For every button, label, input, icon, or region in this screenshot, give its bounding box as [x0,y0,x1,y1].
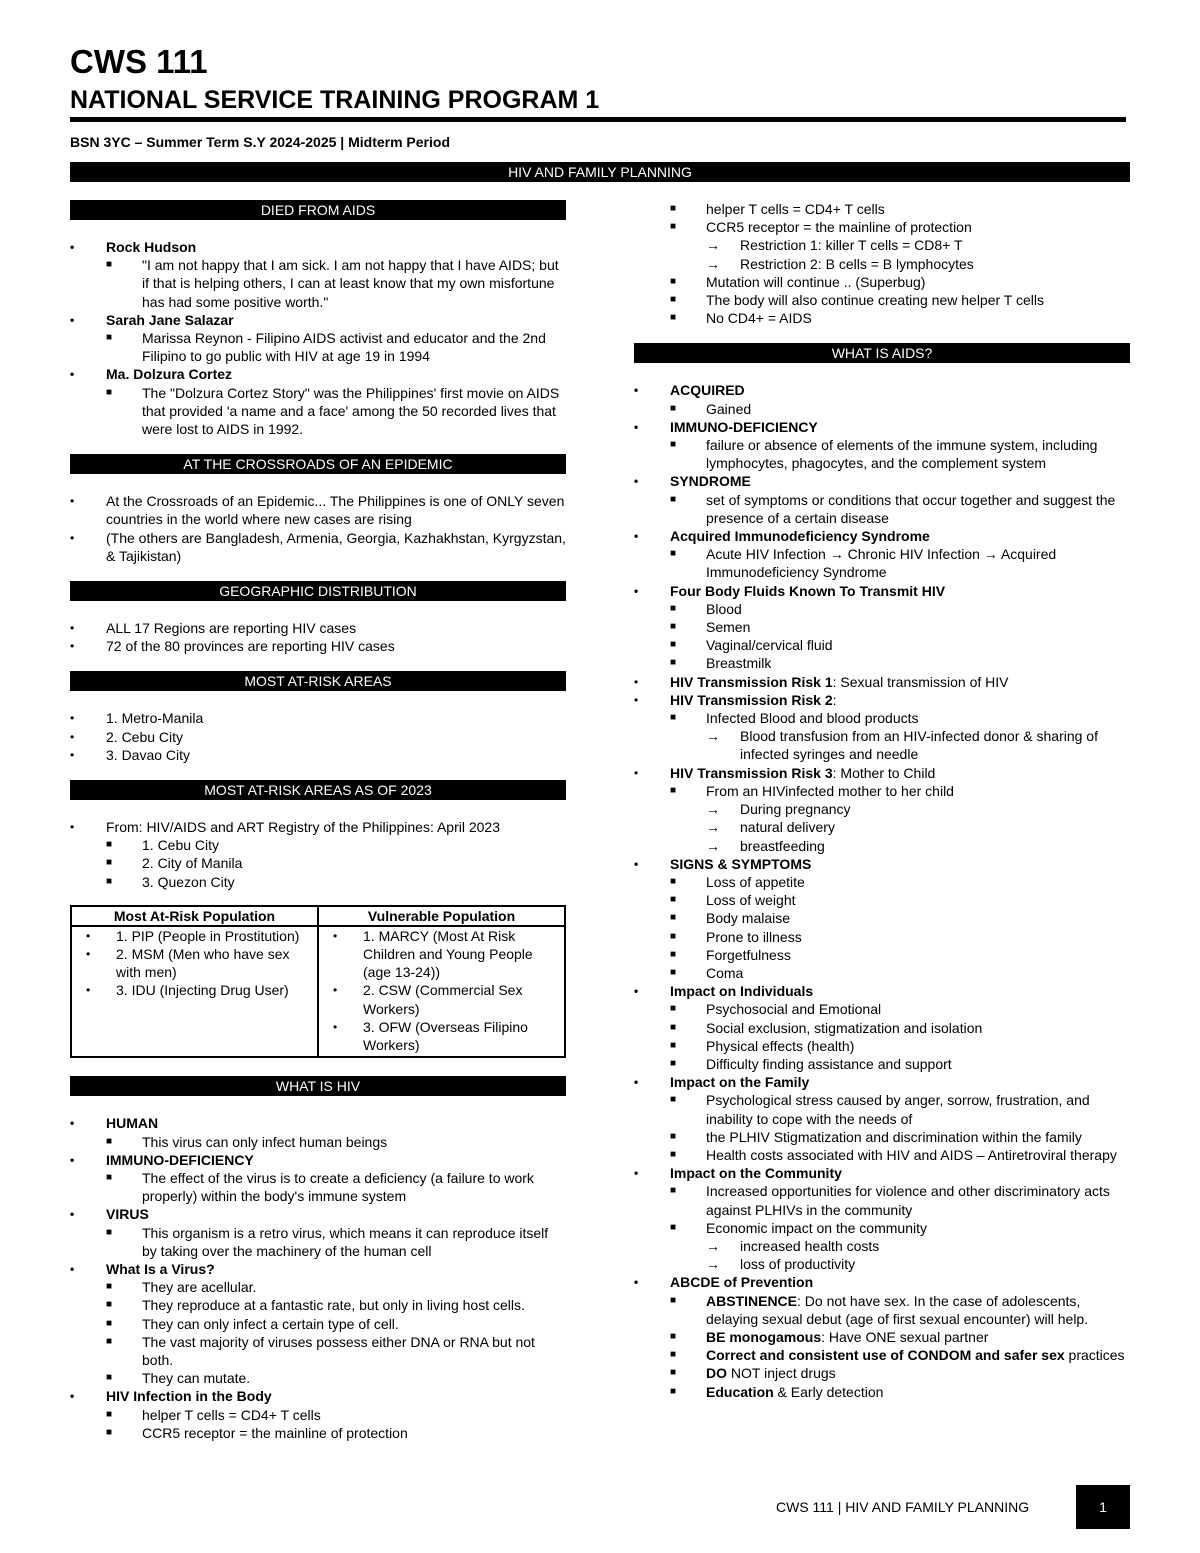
transmission-risk-1-label: HIV Transmission Risk 1 [670,673,833,690]
what-is-aids-heading: WHAT IS AIDS? [634,343,1130,363]
list-item: • SYNDROME [634,472,1130,490]
risk-areas-list [70,709,566,764]
list-item: → During pregnancy [634,800,1130,818]
list-item: • VIRUS [70,1205,566,1223]
list-item: • 72 of the 80 provinces are reporting HIV cases [70,637,566,655]
list-item: ■ This organism is a retro virus, which means it can reproduce itself by taking over the machinery of the human cell [70,1224,566,1260]
list-item: → Restriction 2: B cells = B lymphocytes [634,255,1130,273]
abcde-a-label: ABSTINENCE [706,1292,798,1309]
list-item [634,1292,1130,1328]
list-item: • 3. IDU (Injecting Drug User) [72,981,317,999]
abcde-c-text: practices [1064,1347,1125,1364]
list-item: ■ Acute HIV Infection → Chronic HIV Infection → Acquired Immunodeficiency Syndrome [634,545,1130,581]
list-item: • 2. MSM (Men who have sex with men) [72,945,317,981]
list-item: ■ Physical effects (health) [634,1037,1130,1055]
list-item: ■ helper T cells = CD4+ T cells [70,1406,566,1424]
abcde-a-text: : Do not have sex. In the case of adolescents, delaying sexual debut (age of first sexual encounter) will help. [706,1292,1089,1327]
list-item: ■ Psychosocial and Emotional [634,1000,1130,1018]
list-item: • 2. Cebu City [70,728,566,746]
list-item: ■ 1. Cebu City [70,836,566,854]
list-item: ■ The body will also continue creating new helper T cells [634,291,1130,309]
list-item [634,1364,1130,1382]
list-item: ■ Body malaise [634,909,1130,927]
list-item: → natural delivery [634,818,1130,836]
list-item: ■ CCR5 receptor = the mainline of protection [634,218,1130,236]
left-column [70,200,566,1442]
list-item: ■ Health costs associated with HIV and AIDS – Antiretroviral therapy [634,1146,1130,1164]
list-item: • ALL 17 Regions are reporting HIV cases [70,619,566,637]
list-item: • From: HIV/AIDS and ART Registry of the Philippines: April 2023 [70,818,566,836]
list-item: ■ The effect of the virus is to create a deficiency (a failure to work properly) within the body's immune system [70,1169,566,1205]
list-item: ■ Vaginal/cervical fluid [634,636,1130,654]
list-item: ■ Loss of appetite [634,873,1130,891]
list-item: ■ The vast majority of viruses possess either DNA or RNA but not both. [70,1333,566,1369]
geographic-heading: GEOGRAPHIC DISTRIBUTION [70,581,566,601]
list-item: ■ Gained [634,400,1130,418]
list-item: • Acquired Immunodeficiency Syndrome [634,527,1130,545]
list-item: • Impact on Individuals [634,982,1130,1000]
abcde-e-label: Education [706,1383,774,1400]
table-cell-at-risk [71,926,318,1057]
list-item: ■ helper T cells = CD4+ T cells [634,200,1130,218]
right-column [634,200,1130,1401]
list-item: • ABCDE of Prevention [634,1273,1130,1291]
list-item: ■ They can mutate. [70,1369,566,1387]
table-header-vulnerable: Vulnerable Population [318,906,565,926]
list-item: ■ Breastmilk [634,654,1130,672]
died-heading: DIED FROM AIDS [70,200,566,220]
list-item [634,1383,1130,1401]
list-item: ■ From an HIVinfected mother to her child [634,782,1130,800]
list-item: ■ They are acellular. [70,1278,566,1296]
list-item: • What Is a Virus? [70,1260,566,1278]
what-is-hiv-list [70,1114,566,1442]
list-item: • Sarah Jane Salazar [70,311,566,329]
list-item: ■ Blood [634,600,1130,618]
transmission-risk-2-label: HIV Transmission Risk 2 [670,691,833,708]
list-item: ■ the PLHIV Stigmatization and discrimination within the family [634,1128,1130,1146]
list-item: ■ Semen [634,618,1130,636]
list-item: • (The others are Bangladesh, Armenia, Georgia, Kazhakhstan, Kyrgyzstan, & Tajikistan) [70,529,566,565]
list-item: ■ No CD4+ = AIDS [634,309,1130,327]
document-subtitle: NATIONAL SERVICE TRAINING PROGRAM 1 [70,86,600,114]
risk-2023-heading: MOST AT-RISK AREAS AS OF 2023 [70,780,566,800]
list-item: ■ set of symptoms or conditions that occur together and suggest the presence of a certain disease [634,491,1130,527]
list-item: ■ Increased opportunities for violence and other discriminatory acts against PLHIVs in the community [634,1182,1130,1218]
list-item: • ACQUIRED [634,381,1130,399]
crossroads-heading: AT THE CROSSROADS OF AN EPIDEMIC [70,454,566,474]
geographic-list [70,619,566,655]
header-rule [70,117,1126,122]
list-item: ■ 2. City of Manila [70,854,566,872]
list-item: • 1. MARCY (Most At Risk Children and Young People (age 13-24)) [319,927,564,982]
list-item: ■ failure or absence of elements of the immune system, including lymphocytes, phagocytes, and the complement system [634,436,1130,472]
list-item: ■ Economic impact on the community [634,1219,1130,1237]
list-item: ■ Forgetfulness [634,946,1130,964]
population-table [70,905,566,1058]
main-section-heading: HIV AND FAMILY PLANNING [70,162,1130,182]
list-item [634,1346,1130,1364]
table-cell-vulnerable [318,926,565,1057]
abcde-b-text: : Have ONE sexual partner [821,1328,989,1345]
what-is-hiv-heading: WHAT IS HIV [70,1076,566,1096]
list-item: • SIGNS & SYMPTOMS [634,855,1130,873]
list-item: • Rock Hudson [70,238,566,256]
crossroads-list [70,492,566,565]
transmission-risk-1-text: : Sexual transmission of HIV [832,673,1009,690]
document-meta: BSN 3YC – Summer Term S.Y 2024-2025 | Midterm Period [70,134,450,150]
hiv-infection-continued-list [634,200,1130,327]
list-item: ■ Psychological stress caused by anger, sorrow, frustration, and inability to cope with the needs of [634,1091,1130,1127]
footer-label: CWS 111 | HIV AND FAMILY PLANNING [776,1499,1030,1515]
list-item: • 3. Davao City [70,746,566,764]
risk-2023-list [70,818,566,891]
transmission-risk-3-text: : Mother to Child [832,764,936,781]
risk-areas-heading: MOST AT-RISK AREAS [70,671,566,691]
list-item: • At the Crossroads of an Epidemic... The Philippines is one of ONLY seven countries in the world where new cases are rising [70,492,566,528]
list-item: ■ Difficulty finding assistance and support [634,1055,1130,1073]
list-item: ■ Mutation will continue .. (Superbug) [634,273,1130,291]
list-item: ■ Loss of weight [634,891,1130,909]
list-item: ■ Prone to illness [634,928,1130,946]
list-item: → increased health costs [634,1237,1130,1255]
list-item: ■ Coma [634,964,1130,982]
abcde-d-text: NOT inject drugs [727,1365,836,1382]
died-list [70,238,566,438]
abcde-c-label: Correct and consistent use of CONDOM and safer sex [706,1347,1065,1364]
list-item [634,673,1130,691]
list-item: ■ 3. Quezon City [70,873,566,891]
list-item [634,1328,1130,1346]
list-item: • Impact on the Family [634,1073,1130,1091]
list-item: → breastfeeding [634,837,1130,855]
list-item: • 1. PIP (People in Prostitution) [72,927,317,945]
abcde-e-text: & Early detection [773,1383,884,1400]
list-item: ■ CCR5 receptor = the mainline of protection [70,1424,566,1442]
list-item: • HIV Infection in the Body [70,1387,566,1405]
list-item: • IMMUNO-DEFICIENCY [634,418,1130,436]
list-item: → loss of productivity [634,1255,1130,1273]
transmission-risk-2-text: : [832,691,837,708]
list-item: ■ Marissa Reynon - Filipino AIDS activist and educator and the 2nd Filipino to go public with HIV at age 19 in 1994 [70,329,566,365]
list-item: • 1. Metro-Manila [70,709,566,727]
list-item: • HUMAN [70,1114,566,1132]
list-item: • 3. OFW (Overseas Filipino Workers) [319,1018,564,1054]
list-item: ■ The "Dolzura Cortez Story" was the Philippines' first movie on AIDS that provided 'a name and a face' among the 50 recorded lives that were lost to AIDS in 1992. [70,384,566,439]
list-item: • 2. CSW (Commercial Sex Workers) [319,981,564,1017]
list-item: ■ Infected Blood and blood products [634,709,1130,727]
table-header-at-risk: Most At-Risk Population [71,906,318,926]
page-number: 1 [1076,1485,1130,1529]
list-item: → Blood transfusion from an HIV-infected donor & sharing of infected syringes and needle [634,727,1130,763]
list-item [634,764,1130,782]
list-item: • Ma. Dolzura Cortez [70,365,566,383]
list-item: ■ "I am not happy that I am sick. I am not happy that I have AIDS; but if that is helping others, I can at least know that my own misfortune has had some positive worth." [70,256,566,311]
list-item: • Impact on the Community [634,1164,1130,1182]
abcde-d-label: DO [706,1365,727,1382]
what-is-aids-list [634,381,1130,1400]
list-item: ■ They reproduce at a fantastic rate, but only in living host cells. [70,1296,566,1314]
list-item: • IMMUNO-DEFICIENCY [70,1151,566,1169]
list-item [634,691,1130,709]
list-item: ■ This virus can only infect human beings [70,1133,566,1151]
transmission-risk-3-label: HIV Transmission Risk 3 [670,764,833,781]
abcde-b-label: BE monogamous [706,1328,822,1345]
list-item: ■ They can only infect a certain type of cell. [70,1315,566,1333]
list-item: ■ Social exclusion, stigmatization and isolation [634,1019,1130,1037]
list-item: → Restriction 1: killer T cells = CD8+ T [634,236,1130,254]
document-title: CWS 111 [70,43,208,80]
list-item: • Four Body Fluids Known To Transmit HIV [634,582,1130,600]
